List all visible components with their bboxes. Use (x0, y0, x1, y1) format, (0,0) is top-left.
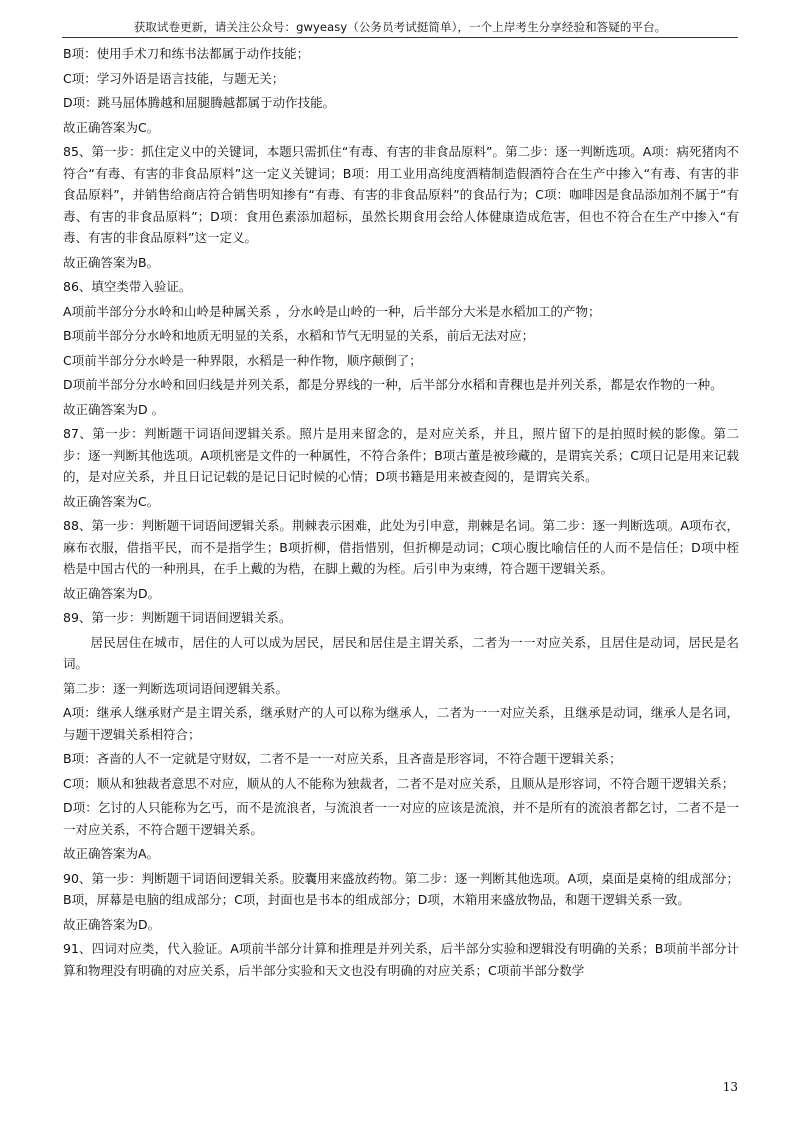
paragraph: A项前半部分分水岭和山岭是种属关系 ，分水岭是山岭的一种，后半部分大米是水稻加工的产物； (63, 303, 601, 319)
paragraph: 故正确答案为D。 (63, 916, 161, 932)
paragraph: 居民居住在城市，居住的人可以成为居民，居民和居住是主谓关系，二者为一一对应关系，且居住是动词，居民是名词。 (63, 634, 739, 671)
paragraph: C项前半部分分水岭是一种界限，水稻是一种作物，顺序颠倒了； (63, 352, 422, 368)
paragraph: 故正确答案为D 。 (63, 401, 165, 417)
paragraph: 86、填空类带入验证。 (63, 279, 192, 294)
paragraph: C项：学习外语是语言技能，与题无关； (63, 70, 285, 86)
paragraph: 故正确答案为A。 (63, 846, 160, 861)
paragraph: C项：顺从和独裁者意思不对应，顺从的人不能称为独裁者，二者不是对应关系，且顺从是形容词，不符合题干逻辑关系； (63, 775, 735, 791)
paragraph: B项：使用手术刀和练书法都属于动作技能； (63, 46, 310, 61)
paragraph: 故正确答案为B。 (63, 254, 160, 270)
page-number: 13 (722, 1080, 738, 1094)
paragraph: D项前半部分分水岭和回归线是并列关系，都是分界线的一种，后半部分水稻和青稞也是并列关系，都是农作物的一种。 (63, 377, 723, 392)
paragraph: B项前半部分分水岭和地质无明显的关系，水稻和节气无明显的关系，前后无法对应； (63, 328, 535, 343)
paragraph: D项：跳马屈体腾越和屈腿腾越都属于动作技能。 (63, 95, 336, 110)
paragraph: 87、第一步：判断题干词语间逻辑关系。照片是用来留念的，是对应关系，并且，照片留下的是拍照时候的影像。第二步：逐一判断其他选项。A项机密是文件的一种属性，不符合条件；B项古董是被珍藏的，是谓宾关系；C项日记是用来记载的，是对应关系，并且日记记载的是记日记时候的心情；D项书籍是用来被查阅的，是谓宾关系。 (63, 426, 739, 484)
document-body (63, 43, 739, 984)
paragraph: 90、第一步：判断题干词语间逻辑关系。胶囊用来盛放药物。第二步：逐一判断其他选项。A项，桌面是桌椅的组成部分；B项，屏幕是电脑的组成部分；C项，封面也是书本的组成部分；D项，木箱用来盛放物品，和题干逻辑关系一致。 (63, 870, 739, 907)
paragraph: 故正确答案为C。 (63, 493, 160, 509)
paragraph: D项：乞讨的人只能称为乞丐，而不是流浪者，与流浪者一一对应的应该是流浪，并不是所有的流浪者都乞讨，二者不是一一对应关系，不符合题干逻辑关系。 (63, 800, 739, 837)
paragraph: 91、四词对应类，代入验证。A项前半部分计算和推理是并列关系，后半部分实验和逻辑没有明确的关系；B项前半部分计算和物理没有明确的对应关系，后半部分实验和天文也没有明确的对应关系；C项前半部分数学 (63, 941, 739, 978)
paragraph: 第二步：逐一判断选项词语间逻辑关系。 (63, 680, 289, 696)
page-header: 获取试卷更新，请关注公众号：gwyeasy（公务员考试挺简单），一个上岸考生分享经验和答疑的平台。 (133, 20, 667, 34)
paragraph: 故正确答案为C。 (63, 119, 160, 135)
paragraph: 85、第一步：抓住定义中的关键词，本题只需抓住“有毒、有害的非食品原料”。第二步：逐一判断选项。A项：病死猪肉不符合“有毒、有害的非食品原料”这一定义关键词；B项：用工业用高纯度酒精制造假酒符合在生产中掺入“有毒、有害的非食品原料”，并销售给商店符合销售明知掺有“有毒、有害的非食品原料”的食品行为；C项：咖啡因是食品添加剂不属于“有毒、有害的非食品原料”；D项：食用色素添加超标，虽然长期食用会给人体健康造成危害，但也不符合在生产中掺入“有毒、有害的非食品原料”这一定义。 (63, 144, 739, 245)
paragraph: 故正确答案为D。 (63, 585, 161, 601)
header-divider (62, 37, 738, 38)
paragraph: 88、第一步：判断题干词语间逻辑关系。荆棘表示困难，此处为引申意，荆棘是名词。第二步：逐一判断选项。A项布衣，麻布衣服，借指平民，而不是指学生；B项折柳，借指惜别，但折柳是动词；C项心腹比喻信任的人而不是信任；D项中桎梏是中国古代的一种刑具，在手上戴的为梏，在脚上戴的为桎。后引申为束缚，符合题干逻辑关系。 (63, 518, 739, 576)
paragraph: B项：吝啬的人不一定就是守财奴，二者不是一一对应关系，且吝啬是形容词，不符合题干逻辑关系； (63, 751, 622, 766)
paragraph: 89、第一步：判断题干词语间逻辑关系。 (63, 610, 292, 625)
paragraph: A项：继承人继承财产是主谓关系，继承财产的人可以称为继承人，二者为一一对应关系，且继承是动词，继承人是名词，与题干逻辑关系相符合； (63, 705, 739, 742)
